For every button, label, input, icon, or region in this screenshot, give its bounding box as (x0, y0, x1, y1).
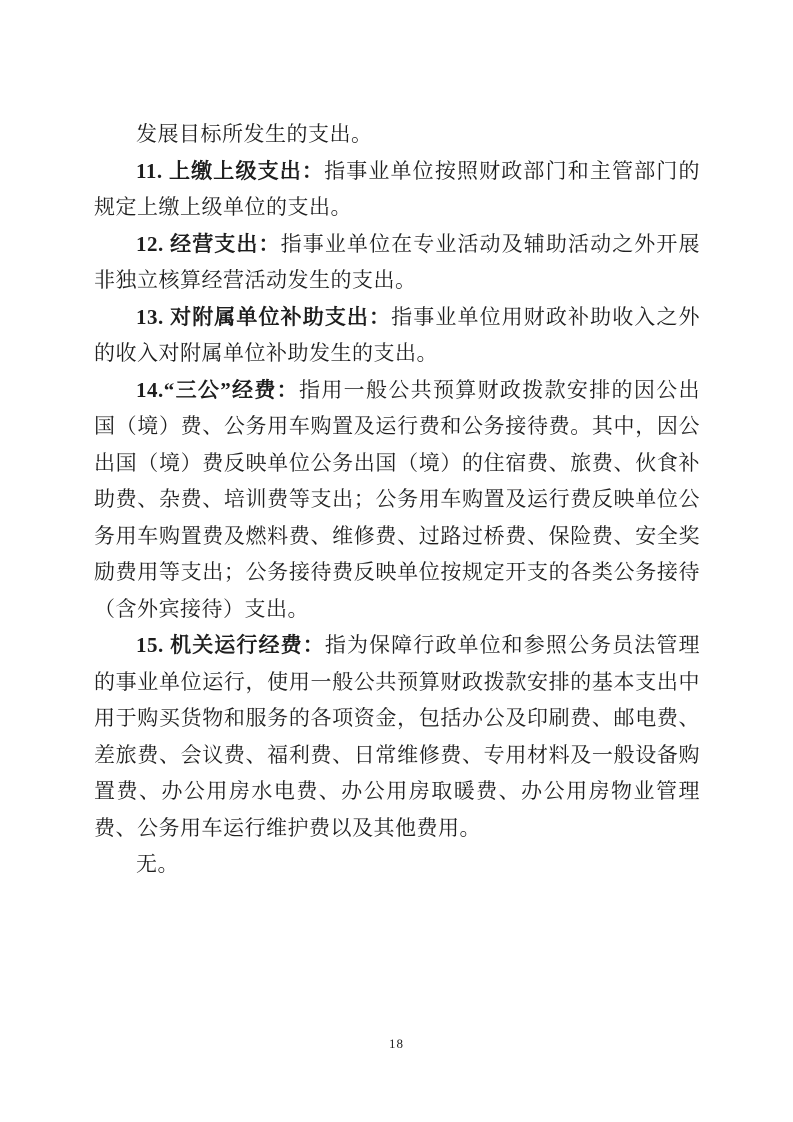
paragraph (94, 116, 700, 153)
paragraph (94, 153, 700, 226)
term-label: 11. 上缴上级支出： (136, 158, 325, 183)
page-number: 18 (389, 1036, 404, 1051)
document-body (94, 116, 700, 883)
term-label: 14.“三公”经费： (136, 377, 300, 402)
paragraph-text: 无。 (136, 852, 179, 876)
paragraph (94, 299, 700, 372)
paragraph (94, 846, 700, 883)
paragraph (94, 226, 700, 299)
term-label: 12. 经营支出： (136, 231, 281, 256)
paragraph-text: 指事业单位用财政补助收入之外的收入对附属单位补助发生的支出。 (94, 304, 701, 365)
paragraph-text: 指事业单位在专业活动及辅助活动之外开展非独立核算经营活动发生的支出。 (94, 231, 700, 292)
term-label: 13. 对附属单位补助支出： (136, 304, 392, 329)
paragraph-text: 发展目标所发生的支出。 (136, 122, 373, 146)
paragraph-text: 指用一般公共预算财政拨款安排的因公出国（境）费、公务用车购置及运行费和公务接待费。其中，因公出国（境）费反映单位公务出国（境）的住宿费、旅费、伙食补助费、杂费、培训费等支出；公务用车购置及运行费反映单位公务用车购置费及燃料费、维修费、过路过桥费、保险费、安全奖励费用等支出；公务接待费反映单位按规定开支的各类公务接待（含外宾接待）支出。 (94, 377, 701, 621)
paragraph-text: 指为保障行政单位和参照公务员法管理的事业单位运行，使用一般公共预算财政拨款安排的基本支出中用于购买货物和服务的各项资金，包括办公及印刷费、邮电费、差旅费、会议费、福利费、日常维修费、专用材料及一般设备购置费、办公用房水电费、办公用房取暖费、办公用房物业管理费、公务用车运行维护费以及其他费用。 (94, 633, 701, 840)
paragraph (94, 372, 700, 628)
paragraph-text: 指事业单位按照财政部门和主管部门的规定上缴上级单位的支出。 (94, 158, 700, 219)
term-label: 15. 机关运行经费： (136, 633, 325, 657)
paragraph (94, 627, 700, 846)
